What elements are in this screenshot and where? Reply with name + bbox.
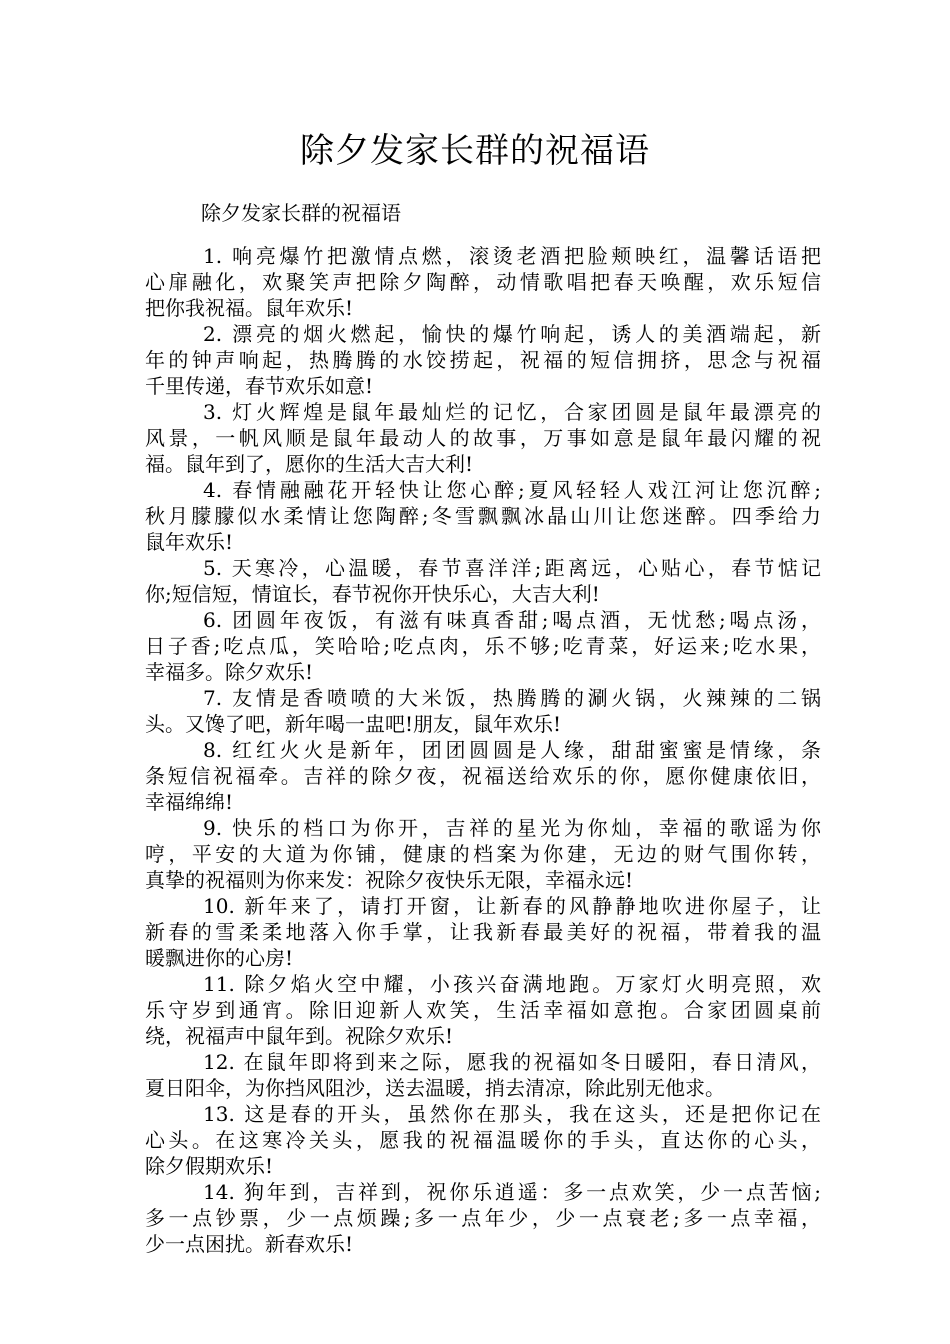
document-title: 除夕发家长群的祝福语 [300,131,650,171]
blessing-line: 7. 友情是香喷喷的大米饭，热腾腾的涮火锅，火辣辣的二锅 [203,686,821,710]
blessing-line: 心头。在这寒冷关头，愿我的祝福温暖你的手头，直达你的心头， [145,1128,821,1152]
blessing-item [145,893,821,971]
blessing-line: 年的钟声响起，热腾腾的水饺捞起，祝福的短信拥挤，思念与祝福 [145,348,821,372]
blessing-item [145,737,821,815]
blessing-line: 14. 狗年到，吉祥到，祝你乐逍遥：多一点欢笑，少一点苦恼; [203,1180,821,1204]
blessing-line: 2. 漂亮的烟火燃起，愉快的爆竹响起，诱人的美酒端起，新 [203,322,821,346]
document-subtitle: 除夕发家长群的祝福语 [201,201,401,225]
blessing-line: 新春的雪柔柔地落入你手掌，让我新春最美好的祝福，带着我的温 [145,920,821,944]
blessing-item [145,971,821,1049]
blessing-line: 暖飘进你的心房! [145,946,294,970]
blessing-line: 11. 除夕焰火空中耀，小孩兴奋满地跑。万家灯火明亮照，欢 [203,972,821,996]
blessing-line: 幸福多。除夕欢乐! [145,660,314,684]
blessing-item [145,321,821,399]
blessing-line: 13. 这是春的开头，虽然你在那头，我在这头，还是把你记在 [203,1102,821,1126]
blessing-line: 日子香;吃点瓜，笑哈哈;吃点肉，乐不够;吃青菜，好运来;吃水果， [145,634,821,658]
blessing-line: 你;短信短，情谊长，春节祝你开快乐心，大吉大利! [145,582,600,606]
blessing-line: 9. 快乐的档口为你开，吉祥的星光为你灿，幸福的歌谣为你 [203,816,821,840]
blessing-line: 把你我祝福。鼠年欢乐! [145,296,354,320]
blessing-line: 条短信祝福牵。吉祥的除夕夜，祝福送给欢乐的你，愿你健康依旧， [145,764,821,788]
blessing-item [145,399,821,477]
blessing-line: 福。鼠年到了，愿你的生活大吉大利! [145,452,474,476]
blessing-line: 心扉融化，欢聚笑声把除夕陶醉，动情歌唱把春天唤醒，欢乐短信 [145,270,821,294]
blessing-item [145,1101,821,1179]
blessing-line: 绕，祝福声中鼠年到。祝除夕欢乐! [145,1024,454,1048]
blessing-item [145,1179,821,1257]
blessing-line: 千里传递，春节欢乐如意! [145,374,374,398]
blessing-line: 除夕假期欢乐! [145,1154,274,1178]
blessing-line: 鼠年欢乐! [145,530,234,554]
blessing-line: 8. 红红火火是新年，团团圆圆是人缘，甜甜蜜蜜是情缘，条 [203,738,821,762]
blessing-line: 幸福绵绵! [145,790,234,814]
blessing-line: 头。又馋了吧，新年喝一盅吧!朋友，鼠年欢乐! [145,712,562,736]
blessing-line: 12. 在鼠年即将到来之际，愿我的祝福如冬日暖阳，春日清风， [203,1050,821,1074]
blessing-line: 1. 响亮爆竹把激情点燃，滚烫老酒把脸颊映红，温馨话语把 [203,244,821,268]
blessing-line: 哼，平安的大道为你铺，健康的档案为你建，无边的财气围你转， [145,842,821,866]
blessing-item [145,555,821,607]
blessing-line: 4. 春情融融花开轻快让您心醉;夏风轻轻人戏江河让您沉醉; [203,478,821,502]
blessing-item [145,1049,821,1101]
blessing-item [145,243,821,321]
blessing-item [145,685,821,737]
blessing-item [145,477,821,555]
blessing-line: 风景，一帆风顺是鼠年最动人的故事，万事如意是鼠年最闪耀的祝 [145,426,821,450]
blessing-line: 3. 灯火辉煌是鼠年最灿烂的记忆，合家团圆是鼠年最漂亮的 [203,400,821,424]
blessing-line: 乐守岁到通宵。除旧迎新人欢笑，生活幸福如意抱。合家团圆桌前 [145,998,821,1022]
blessing-line: 10. 新年来了，请打开窗，让新春的风静静地吹进你屋子，让 [203,894,821,918]
blessing-line: 少一点困扰。新春欢乐! [145,1232,354,1256]
blessing-line: 真挚的祝福则为你来发：祝除夕夜快乐无限，幸福永远! [145,868,634,892]
blessing-list [145,243,821,1257]
blessing-line: 6. 团圆年夜饭，有滋有味真香甜;喝点酒，无忧愁;喝点汤， [203,608,821,632]
blessing-line: 5. 天寒冷，心温暖，春节喜洋洋;距离远，心贴心，春节惦记 [203,556,821,580]
blessing-line: 夏日阳伞，为你挡风阻沙，送去温暖，捎去清凉，除此别无他求。 [145,1076,725,1100]
blessing-line: 多一点钞票，少一点烦躁;多一点年少，少一点衰老;多一点幸福， [145,1206,821,1230]
blessing-line: 秋月朦朦似水柔情让您陶醉;冬雪飘飘冰晶山川让您迷醉。四季给力 [145,504,821,528]
blessing-item [145,607,821,685]
blessing-item [145,815,821,893]
